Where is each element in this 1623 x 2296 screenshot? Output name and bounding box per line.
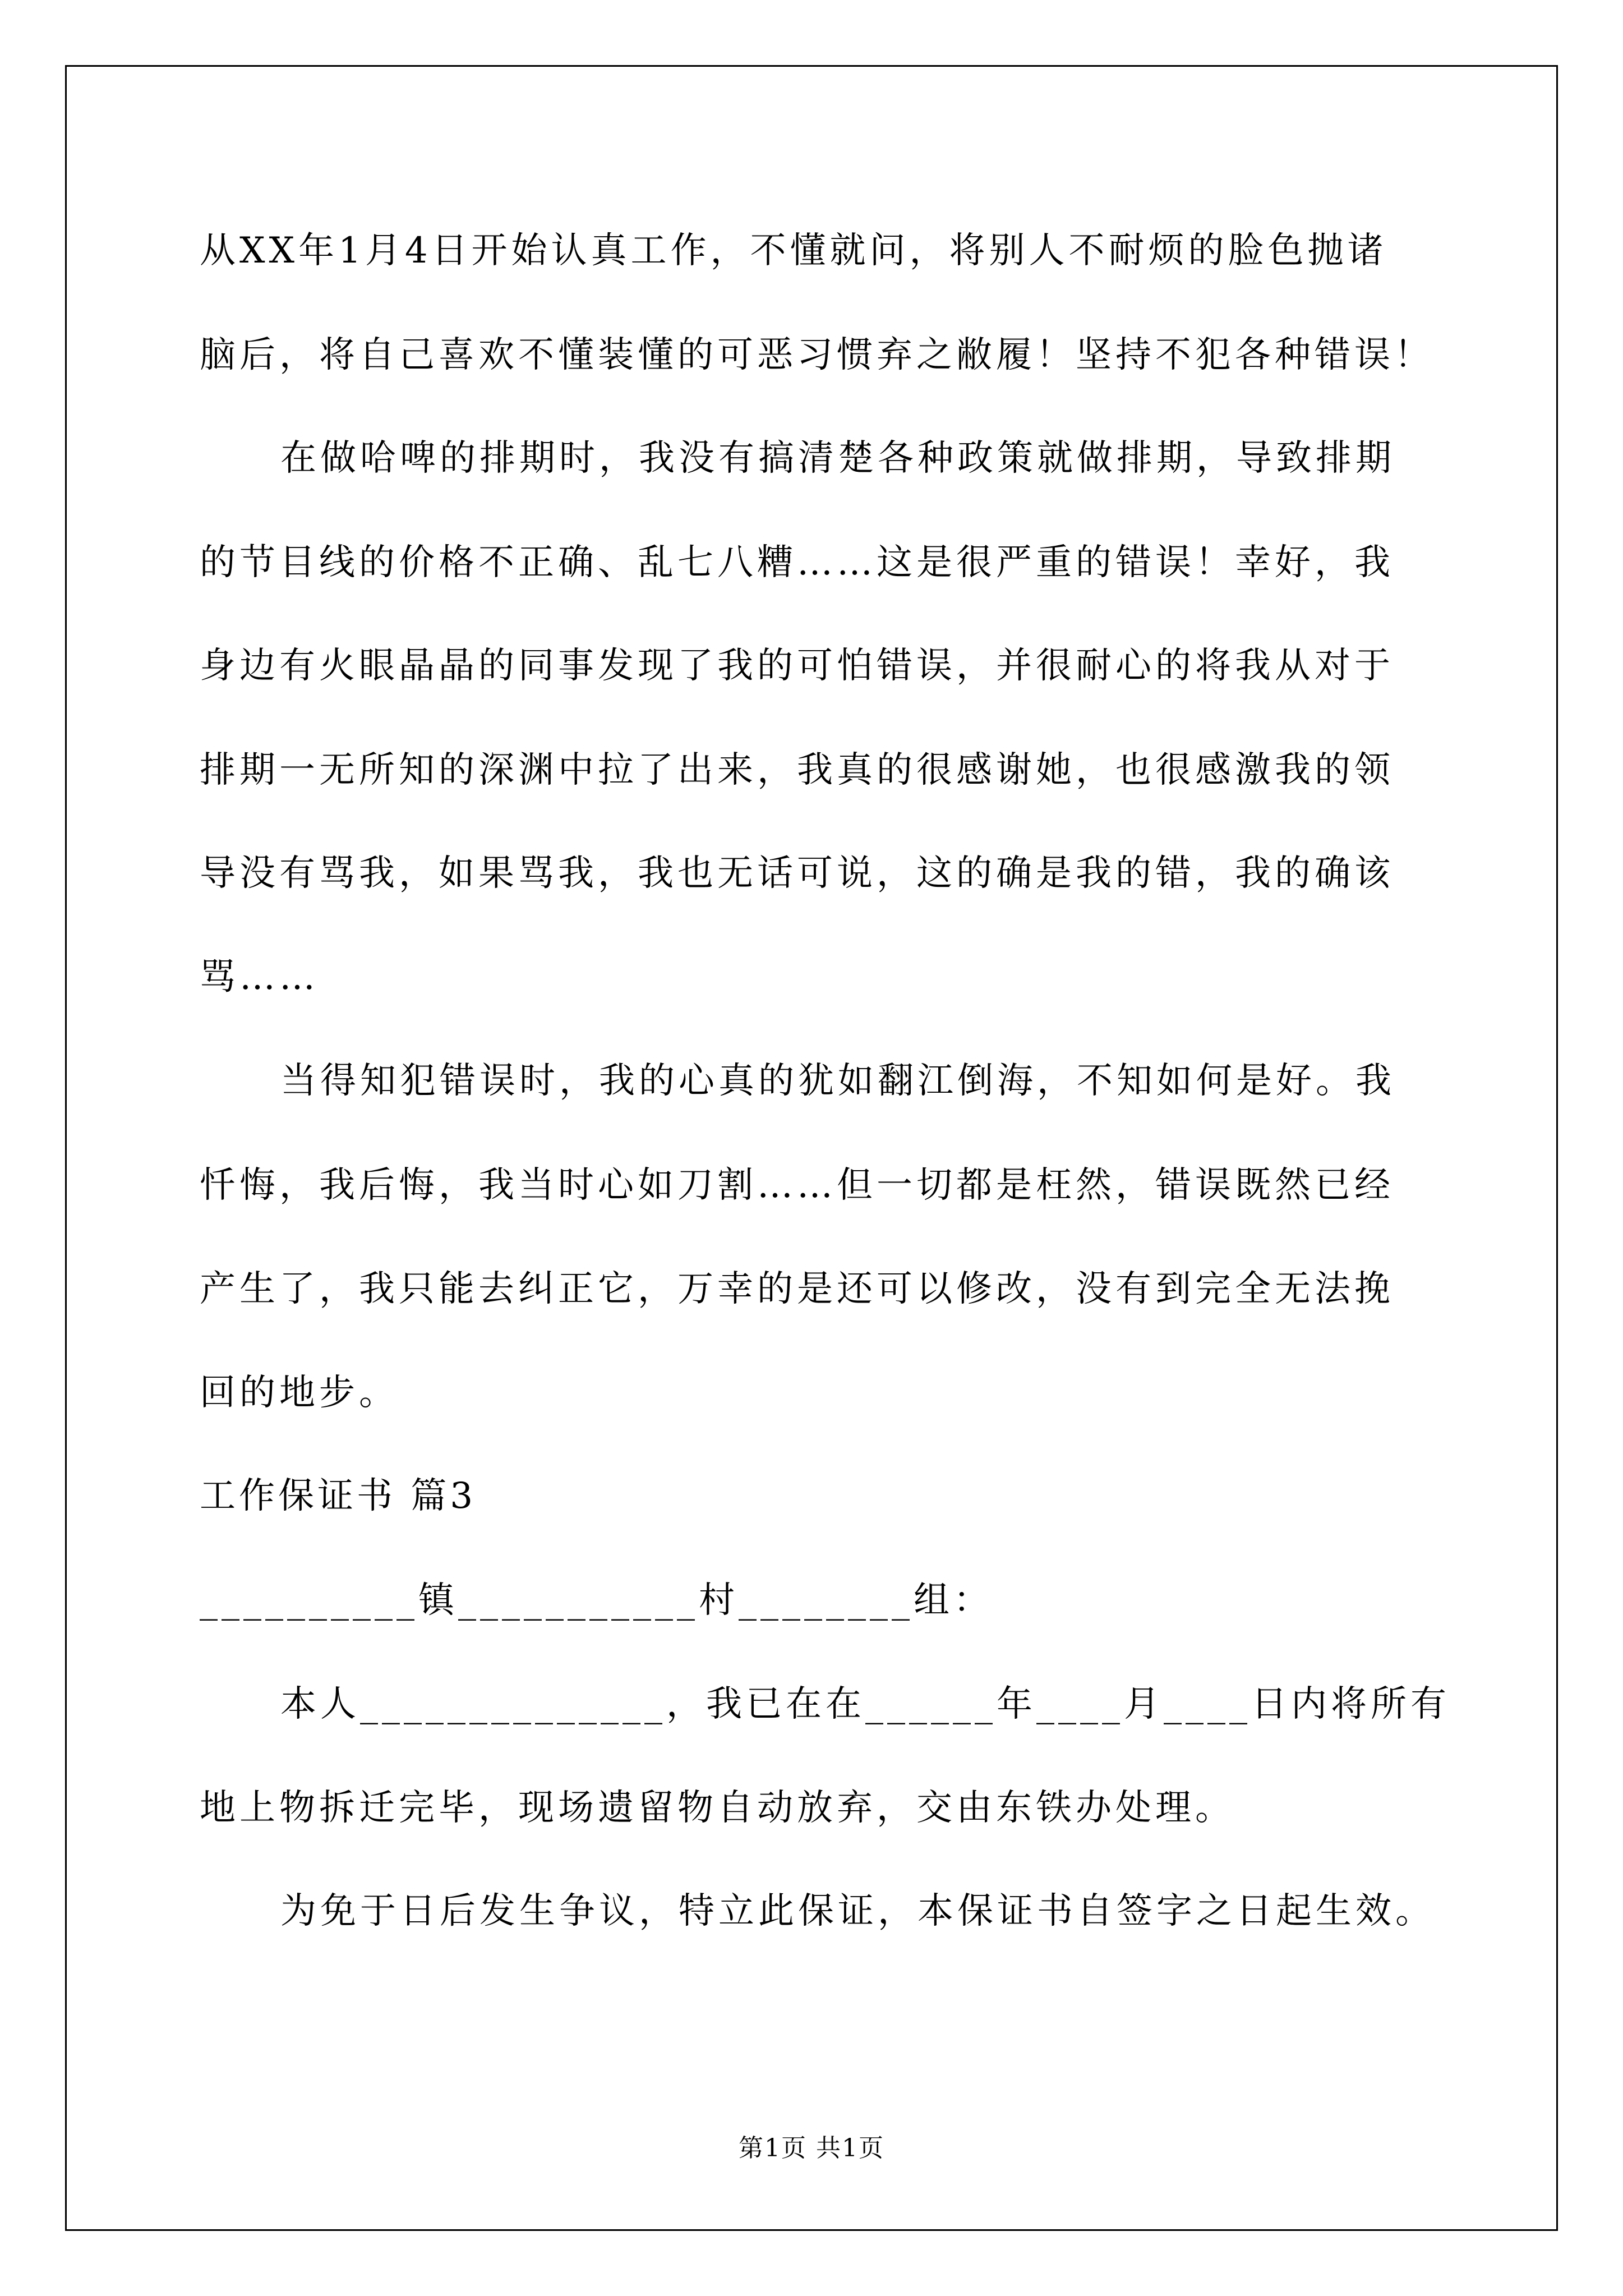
body-line-5: 身边有火眼晶晶的同事发现了我的可怕错误，并很耐心的将我从对于	[200, 645, 1394, 687]
body-line-9: 当得知犯错误时，我的心真的犹如翻江倒海，不知如何是好。我	[280, 1060, 1395, 1102]
pledge-line-3: 为免于日后发生争议，特立此保证，本保证书自签字之日起生效。	[280, 1890, 1435, 1932]
body-line-11: 产生了，我只能去纠正它，万幸的是还可以修改，没有到完全无法挽	[200, 1268, 1394, 1310]
body-line-1: 从XX年1月4日开始认真工作，不懂就问，将别人不耐烦的脸色抛诸	[200, 230, 1387, 272]
body-line-6: 排期一无所知的深渊中拉了出来，我真的很感谢她，也很感激我的领	[200, 749, 1394, 791]
pledge-line-1: 本人______________，我已在在______年____月____日内将所有	[280, 1683, 1450, 1725]
body-line-3: 在做哈啤的排期时，我没有搞清楚各种政策就做排期，导致排期	[280, 438, 1395, 479]
body-line-12: 回的地步。	[200, 1372, 399, 1414]
pledge-line-2: 地上物拆迁完毕，现场遗留物自动放弃，交由东铁办处理。	[200, 1787, 1235, 1829]
body-line-7: 导没有骂我，如果骂我，我也无话可说，这的确是我的错，我的确该	[200, 853, 1394, 894]
address-line: __________镇___________村________组：	[200, 1580, 993, 1621]
body-line-8: 骂……	[200, 956, 319, 998]
page-footer: 第1页 共1页	[739, 2134, 884, 2162]
section-title: 工作保证书 篇3	[200, 1475, 477, 1517]
body-line-2: 脑后，将自己喜欢不懂装懂的可恶习惯弃之敝履！坚持不犯各种错误！	[200, 334, 1434, 376]
body-line-10: 忏悔，我后悔，我当时心如刀割……但一切都是枉然，错误既然已经	[200, 1165, 1394, 1206]
body-line-4: 的节目线的价格不正确、乱七八糟……这是很严重的错误！幸好，我	[200, 542, 1394, 583]
